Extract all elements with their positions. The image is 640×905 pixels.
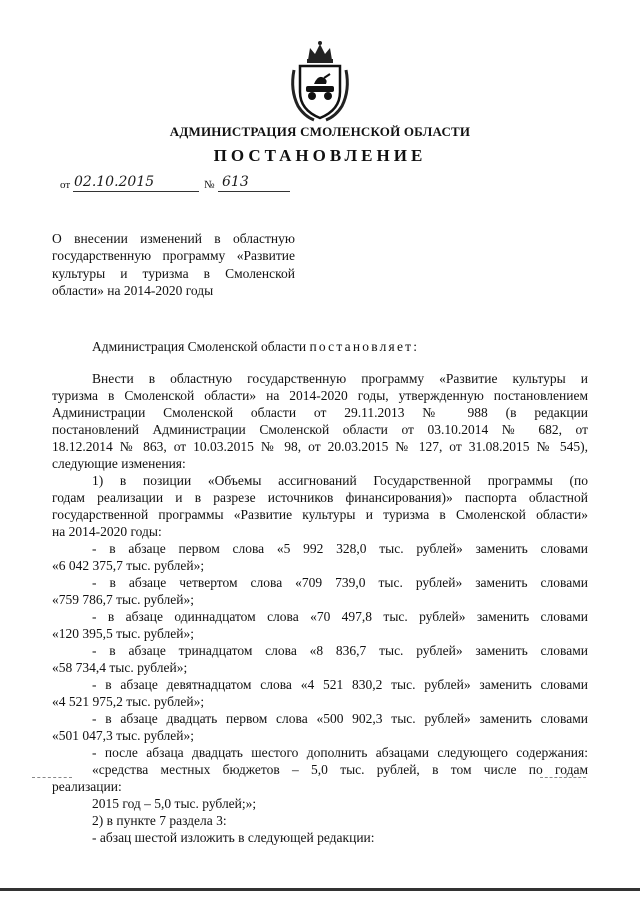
body-line: Администрации Смоленской области от 29.11.2013 № 988 (в редакции [52, 405, 588, 420]
body-line: - в абзаце двадцать первом слова «500 902,3 тыс. рублей» заменить словами [92, 711, 588, 726]
number-label: № [204, 179, 215, 191]
body-line: - в абзаце девятнадцатом слова «4 521 830,2 тыс. рублей» заменить словами [92, 677, 588, 692]
scan-bottom-edge [0, 888, 640, 891]
body-line: реализации: [52, 779, 122, 794]
number-underline [218, 191, 290, 192]
date-label: от [60, 179, 71, 191]
document-type-title: ПОСТАНОВЛЕНИЕ [213, 146, 427, 165]
coat-of-arms-emblem [288, 40, 352, 124]
body-line: «6 042 375,7 тыс. рублей»; [52, 558, 205, 573]
body-line: «4 521 975,2 тыс. рублей»; [52, 694, 205, 709]
body-line: туризма в Смоленской области» на 2014-2020 годы, утвержденную постановлением [52, 388, 588, 403]
body-line: 1) в позиции «Объемы ассигнований Государственной программы (по [92, 473, 588, 488]
body-line: «58 734,4 тыс. рублей»; [52, 660, 188, 675]
body-line: «120 395,5 тыс. рублей»; [52, 626, 194, 641]
body-line: - в абзаце тринадцатом слова «8 836,7 тыс. рублей» заменить словами [92, 643, 588, 658]
body-line: на 2014-2020 годы: [52, 524, 162, 539]
scan-speck [32, 775, 72, 778]
body-line: годам реализации и в разрезе источников финансирования)» паспорта областной [52, 490, 588, 505]
body-line: Внести в областную государственную программу «Развитие культуры и [92, 371, 588, 386]
body-line: следующие изменения: [52, 456, 186, 471]
body-line: - абзац шестой изложить в следующей редакции: [92, 830, 375, 845]
preamble [92, 338, 419, 355]
preamble-text: Администрация Смоленской области [92, 339, 307, 354]
date-underline [73, 191, 199, 192]
body-line: - после абзаца двадцать шестого дополнить абзацами следующего содержания: [92, 745, 588, 760]
body-line: 18.12.2014 № 863, от 10.03.2015 № 98, от 20.03.2015 № 127, от 31.08.2015 № 545), [52, 439, 588, 454]
body-line: 2) в пункте 7 раздела 3: [92, 813, 227, 828]
preamble-verb: постановляет: [309, 339, 420, 354]
body-line: «средства местных бюджетов – 5,0 тыс. рублей, в том числе по годам [92, 762, 588, 777]
document-subject: О внесении изменений в областную государственную программу «Развитие культуры и туризма в Смоленской области» на 2014-2020 годы [52, 231, 295, 299]
body-line: государственной программы «Развитие культуры и туризма в Смоленской области» [52, 507, 588, 522]
body-line: - в абзаце первом слова «5 992 328,0 тыс. рублей» заменить словами [92, 541, 588, 556]
body-line: 2015 год – 5,0 тыс. рублей;»; [92, 796, 257, 811]
handwritten-number: 613 [222, 174, 249, 190]
body-line: - в абзаце четвертом слова «709 739,0 тыс. рублей» заменить словами [92, 575, 588, 590]
body-line: постановлений Администрации Смоленской области от 03.10.2014 № 682, от [52, 422, 588, 437]
body-line: - в абзаце одиннадцатом слова «70 497,8 тыс. рублей» заменить словами [92, 609, 588, 624]
body-line: «759 786,7 тыс. рублей»; [52, 592, 194, 607]
body-line: «501 047,3 тыс. рублей»; [52, 728, 194, 743]
handwritten-date: 02.10.2015 [74, 174, 155, 190]
organization-name: АДМИНИСТРАЦИЯ СМОЛЕНСКОЙ ОБЛАСТИ [169, 124, 471, 139]
scan-speck [540, 775, 586, 778]
